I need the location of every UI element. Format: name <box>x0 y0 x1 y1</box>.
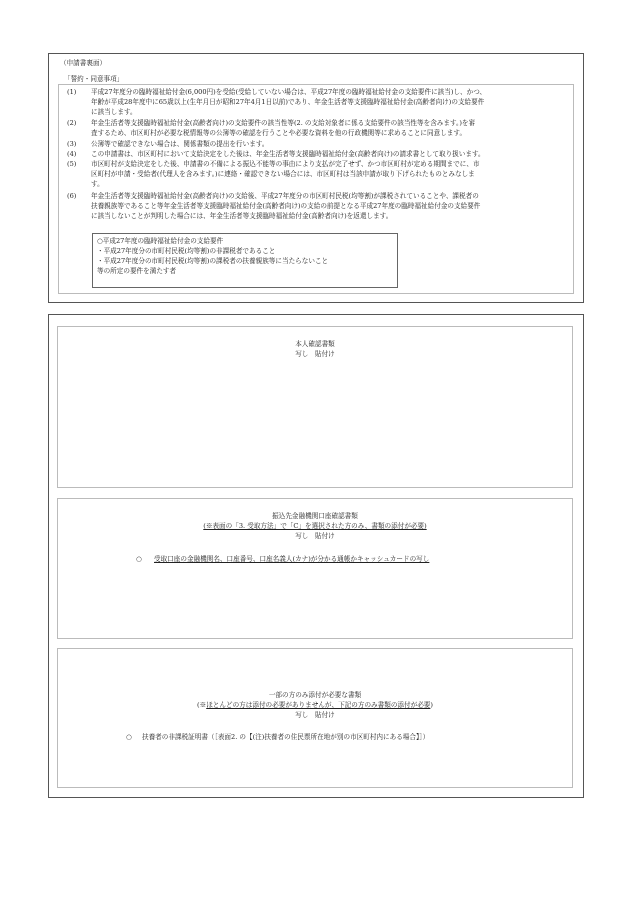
item-number: (2) <box>67 119 77 127</box>
paste-instruction: 写し 貼付け <box>295 711 335 719</box>
note-body: ほとんどの方は添付の必要がありませんが、下記の方のみ書類の添付が必要 <box>206 701 431 709</box>
item-text: 年金生活者等支援臨時福祉給付金(高齢者向け)の支給後、平成27年度分の市区町村民税(均等割)が課税されていることや、課税者の 扶養親族等であること等年金生活者等支援臨時福祉給付金(高齢者向け)の支給の前提となる平成27年度の臨時福祉給付金の支給要件 に該当しないことが判明した場合には、年金生活者等支援臨時福祉給付金(高齢者向け)を返還します。 <box>91 192 481 220</box>
item-number: (1) <box>67 88 77 96</box>
optional-document-paste-area <box>57 648 573 788</box>
item-number: (4) <box>67 150 77 158</box>
bullet-circle: ○ <box>136 555 142 563</box>
item-number: (3) <box>67 140 77 148</box>
requirement-line: ○平成27年度の臨時福祉給付金の支給要件 <box>97 237 224 245</box>
item-text: 市区町村が支給決定をした後、申請書の不備による振込不能等の事由により支払が完了せず、かつ市区町村が定める期間までに、市 区町村が申請・受給者(代理人を含みます。)に連絡・確認できない場合には、市区町村は当該申請が取り下げられたものとみなしま す。 <box>91 160 480 188</box>
item-text: 年金生活者等支援臨時福祉給付金(高齢者向け)の支給要件の該当性等(2. の支給対象者に係る支給要件の該当性等を含みます。)を審 査するため、市区町村が必要な税情報等の公簿等の確認を行うことや必要な資料を他の行政機関等に求めることに同意します。 <box>91 119 476 137</box>
bank-account-document-paste-area <box>57 498 573 639</box>
item-number: (6) <box>67 192 77 200</box>
required-document-item: 扶養者の非課税証明書（［表面2. の【(注)扶養者の住民票所在地が別の市区町村内にある場合】］） <box>142 733 430 741</box>
oath-items-box <box>58 84 574 294</box>
section-title: 本人確認書類 <box>295 340 335 348</box>
sheet-label: （申請書裏面） <box>60 59 107 67</box>
item-text: この申請書は、市区町村において支給決定をした後は、年金生活者等支援臨時福祉給付金(高齢者向け)の請求書として取り扱います。 <box>91 150 485 158</box>
item-number: (5) <box>67 160 77 168</box>
section-note <box>58 700 572 710</box>
required-document-item: 受取口座の金融機関名、口座番号、口座名義人(カナ)が分かる通帳かキャッシュカードの写し <box>154 555 430 563</box>
paste-instruction: 写し 貼付け <box>295 350 335 358</box>
requirement-line: ・平成27年度分の市町村民税(均等割)の非課税者であること <box>97 247 276 255</box>
section-title: 一部の方のみ添付が必要な書類 <box>268 691 362 699</box>
section-note: (※表面の「3. 受取方法」で「C」を選択された方のみ、書類の添付が必要) <box>203 522 427 530</box>
identity-document-paste-area <box>57 326 573 488</box>
section-title: 振込先金融機関口座確認書類 <box>272 512 358 520</box>
bullet-circle: ○ <box>126 733 132 741</box>
note-prefix: (※ <box>197 701 207 709</box>
paste-instruction: 写し 貼付け <box>295 532 335 540</box>
requirement-line: 等の所定の要件を満たす者 <box>97 267 177 275</box>
requirement-line: ・平成27年度分の市町村民税(均等割)の課税者の扶養親族等に当たらないこと <box>97 257 329 265</box>
eligibility-requirements-box <box>92 233 398 288</box>
note-suffix: ) <box>430 701 433 709</box>
oath-title: 「誓約・同意事項」 <box>64 75 124 83</box>
item-text: 公簿等で確認できない場合は、関係書類の提出を行います。 <box>91 140 269 148</box>
item-text: 平成27年度分の臨時福祉給付金(6,000円)を受給(受給していない場合は、平成27年度の臨時福祉給付金の支給要件に該当)し、かつ、 年齢が平成28年度中に65歳以上(生年月日が昭和27年4月1日以前)であり、年金生活者等支援臨時福祉給付金(高齢者向け)の支給要件 に該当します。 <box>91 88 487 116</box>
